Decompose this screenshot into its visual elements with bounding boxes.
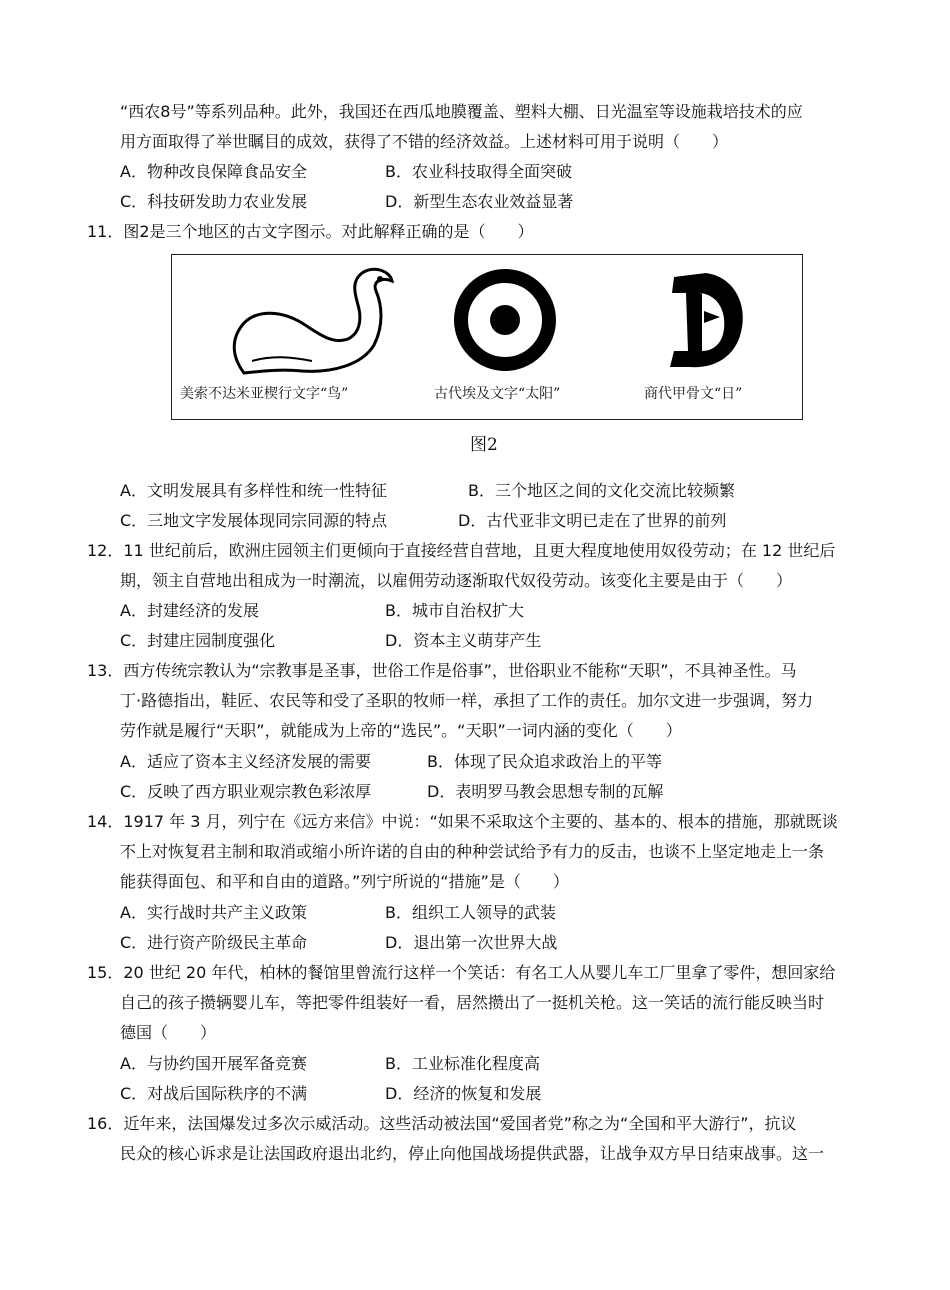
- q12-option-d[interactable]: D．资本主义萌芽产生: [385, 631, 542, 650]
- sun-glyph-image: [450, 265, 560, 375]
- q13-option-a[interactable]: A．适应了资本主义经济发展的需要: [120, 752, 371, 771]
- q11-option-d[interactable]: D．古代亚非文明已走在了世界的前列: [458, 511, 727, 530]
- q14-option-c[interactable]: C．进行资产阶级民主革命: [120, 933, 308, 952]
- figure-caption-mesopotamia: 美索不达米亚楔行文字“鸟”: [180, 386, 349, 402]
- q15-option-d[interactable]: D．经济的恢复和发展: [385, 1084, 542, 1103]
- ancient-scripts-figure: [171, 254, 803, 420]
- figure-caption-egypt: 古代埃及文字“太阳”: [434, 386, 561, 402]
- figure-caption-shang: 商代甲骨文“日”: [644, 386, 743, 402]
- ri-glyph-image: [660, 263, 750, 375]
- q12-stem-line-1: 12．11 世纪前后，欧洲庄园领主们更倾向于直接经营自营地，且更大程度地使用奴役劳动；在 12 世纪后: [87, 541, 836, 560]
- figure-label: 图2: [470, 435, 498, 455]
- q10-stem-line-2: 用方面取得了举世瞩目的成效，获得了不错的经济效益。上述材料可用于说明（ ）: [120, 132, 729, 151]
- q10-option-c[interactable]: C．科技研发助力农业发展: [120, 192, 308, 211]
- q14-option-d[interactable]: D．退出第一次世界大战: [385, 933, 558, 952]
- q13-stem-line-1: 13．西方传统宗教认为“宗教事是圣事，世俗工作是俗事”，世俗职业不能称“天职”，不具神圣性。马: [87, 661, 797, 680]
- q16-stem-line-1: 16．近年来，法国爆发过多次示威活动。这些活动被法国“爱国者党”称之为“全国和平大游行”，抗议: [87, 1114, 797, 1133]
- q10-option-a[interactable]: A．物种改良保障食品安全: [120, 162, 307, 181]
- q14-stem-line-1: 14．1917 年 3 月，列宁在《远方来信》中说：“如果不采取这个主要的、基本的、根本的措施，那就既谈: [87, 812, 838, 831]
- q16-stem-line-2: 民众的核心诉求是让法国政府退出北约，停止向他国战场提供武器，让战争双方早日结束战事。这一: [120, 1144, 825, 1163]
- q10-stem-line-1: “西农8号”等系列品种。此外，我国还在西瓜地膜覆盖、塑料大棚、日光温室等设施栽培技术的应: [120, 102, 803, 121]
- q13-stem-line-2: 丁·路德指出，鞋匠、农民等和受了圣职的牧师一样，承担了工作的责任。加尔文进一步强调，努力: [120, 691, 814, 710]
- q14-stem-line-3: 能获得面包、和平和自由的道路。”列宁所说的“措施”是（ ）: [120, 872, 569, 891]
- q15-option-c[interactable]: C．对战后国际秩序的不满: [120, 1084, 308, 1103]
- q15-stem-line-1: 15．20 世纪 20 年代，柏林的餐馆里曾流行这样一个笑话：有名工人从婴儿车工厂里拿了零件，想回家给: [87, 963, 836, 982]
- q13-option-d[interactable]: D．表明罗马教会思想专制的瓦解: [427, 782, 664, 801]
- q11-option-a[interactable]: A．文明发展具有多样性和统一性特征: [120, 481, 387, 500]
- q15-option-b[interactable]: B．工业标准化程度高: [385, 1054, 540, 1073]
- q14-option-a[interactable]: A．实行战时共产主义政策: [120, 903, 307, 922]
- q13-option-c[interactable]: C．反映了西方职业观宗教色彩浓厚: [120, 782, 372, 801]
- q12-option-c[interactable]: C．封建庄园制度强化: [120, 631, 276, 650]
- q13-stem-line-3: 劳作就是履行“天职”，就能成为上帝的“选民”。“天职”一词内涵的变化（ ）: [120, 721, 682, 740]
- q10-option-d[interactable]: D．新型生态农业效益显著: [385, 192, 574, 211]
- q15-option-a[interactable]: A．与协约国开展军备竞赛: [120, 1054, 307, 1073]
- q11-stem: 11．图2是三个地区的古文字图示。对此解释正确的是（ ）: [87, 222, 534, 241]
- q10-option-b[interactable]: B．农业科技取得全面突破: [385, 162, 572, 181]
- q14-option-b[interactable]: B．组织工人领导的武装: [385, 903, 556, 922]
- q11-option-b[interactable]: B．三个地区之间的文化交流比较频繁: [468, 481, 735, 500]
- q14-stem-line-2: 不上对恢复君主制和取消或缩小所许诺的自由的种种尝试给予有力的反击，也谈不上坚定地走上一条: [120, 842, 825, 861]
- q15-stem-line-3: 德国（ ）: [120, 1023, 217, 1042]
- q12-option-b[interactable]: B．城市自治权扩大: [385, 601, 524, 620]
- bird-glyph-image: [222, 261, 402, 381]
- q13-option-b[interactable]: B．体现了民众追求政治上的平等: [427, 752, 662, 771]
- q12-option-a[interactable]: A．封建经济的发展: [120, 601, 259, 620]
- q11-option-c[interactable]: C．三地文字发展体现同宗同源的特点: [120, 511, 388, 530]
- q12-stem-line-2: 期，领主自营地出租成为一时潮流，以雇佣劳动逐渐取代奴役劳动。该变化主要是由于（ ）: [120, 571, 793, 590]
- q15-stem-line-2: 自己的孩子攒辆婴儿车，等把零件组装好一看，居然攒出了一挺机关枪。这一笑话的流行能反映当时: [120, 993, 825, 1012]
